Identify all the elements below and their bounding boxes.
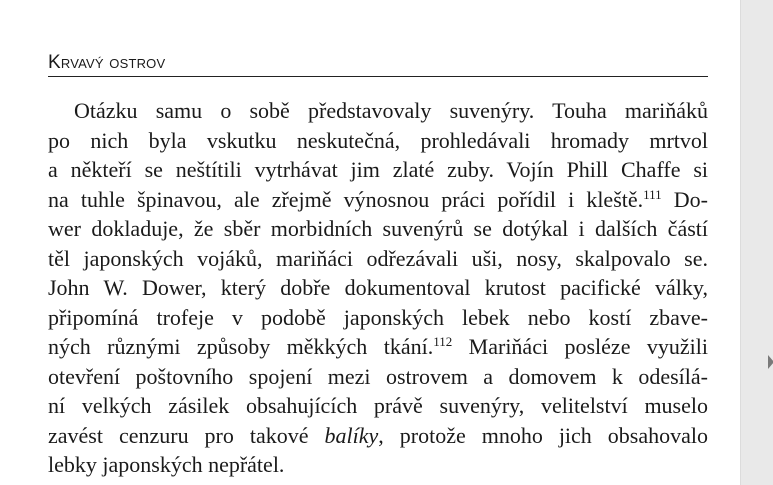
text-line [48, 362, 708, 392]
line-text: Otázku samu o sobě představovaly suvenýry. Touha mariňáků [74, 98, 708, 123]
text-line [48, 273, 708, 303]
triangle-right-icon[interactable] [768, 355, 773, 369]
body-paragraph [48, 96, 708, 480]
line-text: po nich byla vskutku neskutečná, prohledávali hromady mrtvol [48, 127, 708, 153]
line-text: a někteří se neštítili vytrhávat jim zlaté zuby. Vojín Phill Chaffe si [48, 157, 708, 182]
line-text: zavést cenzuru pro takové [48, 422, 325, 448]
text-line [48, 391, 708, 421]
scrollbar[interactable] [740, 0, 773, 485]
line-text: ní velkých zásilek obsahujících právě suvenýry, velitelství muselo [48, 393, 708, 418]
text-line [48, 303, 708, 333]
text-line [48, 155, 708, 185]
text-line [48, 332, 708, 362]
italic-word: balíky [324, 422, 379, 448]
line-text: připomíná trofeje v podobě japonských lebek nebo kostí zbave- [48, 304, 708, 330]
line-text: , protože mnoho jich obsahovalo [378, 422, 708, 448]
line-text: ných různými způsoby měkkých tkání. [48, 334, 434, 359]
footnote-ref: 112 [433, 334, 453, 349]
line-text: na tuhle špinavou, ale zřejmě výnosnou práci pořídil i kleště. [48, 186, 644, 212]
line-text: wer dokladuje, že sběr morbidních suvenýrů se dotýkal i dalších částí [48, 216, 708, 241]
text-line [48, 214, 708, 244]
line-text: lebky japonských nepřátel. [48, 452, 285, 477]
text-line [48, 421, 708, 451]
text-line [48, 96, 708, 126]
text-line [48, 450, 708, 480]
line-text: otevření poštovního spojení mezi ostrovem a domovem k odesílá- [48, 363, 708, 389]
line-text: John W. Dower, který dobře dokumentoval krutost pacifické války, [48, 275, 708, 300]
running-header: Krvavý ostrov [48, 52, 708, 77]
text-line [48, 126, 708, 156]
line-text: těl japonských vojáků, mariňáci odřezávali uši, nosy, skalpovalo se. [48, 245, 708, 271]
line-text: Mariňáci posléze využili [452, 334, 708, 359]
line-text: Do- [661, 186, 708, 212]
text-line [48, 185, 708, 215]
footnote-ref: 111 [643, 186, 662, 202]
text-line [48, 244, 708, 274]
